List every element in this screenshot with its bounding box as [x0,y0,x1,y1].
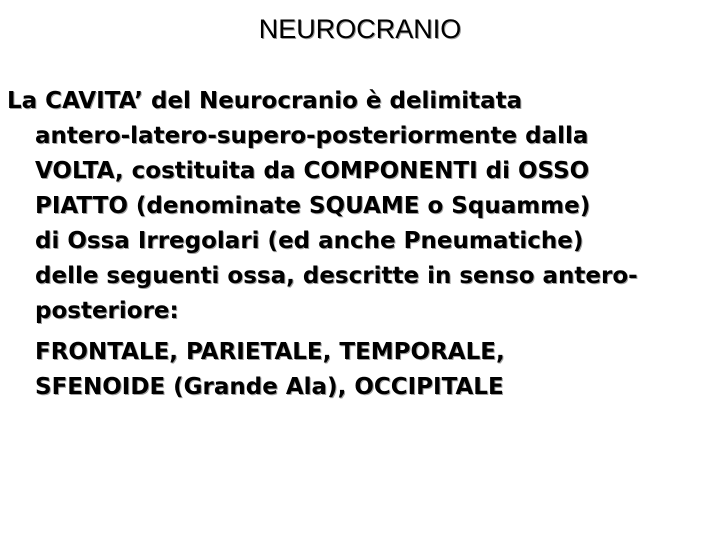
slide-title: NEUROCRANIO [258,14,462,44]
paragraph-line-2: antero-latero-supero-posteriormente dalla [35,123,589,149]
paragraph-line-4: PIATTO (denominate SQUAME o Squamme) [35,193,591,219]
bones-line-1: FRONTALE, PARIETALE, TEMPORALE, [35,339,505,365]
paragraph-line-1: La CAVITA’ del Neurocranio è delimitata [7,88,523,114]
paragraph-line-6: delle seguenti ossa, descritte in senso antero- [35,263,638,289]
paragraph-line-3: VOLTA, costituita da COMPONENTI di OSSO [35,158,590,184]
slide-body [7,84,697,405]
paragraph-line-7: posteriore: [35,298,179,324]
paragraph-line-5: di Ossa Irregolari (ed anche Pneumatiche) [35,228,584,254]
bones-line-2: SFENOIDE (Grande Ala), OCCIPITALE [35,374,504,400]
